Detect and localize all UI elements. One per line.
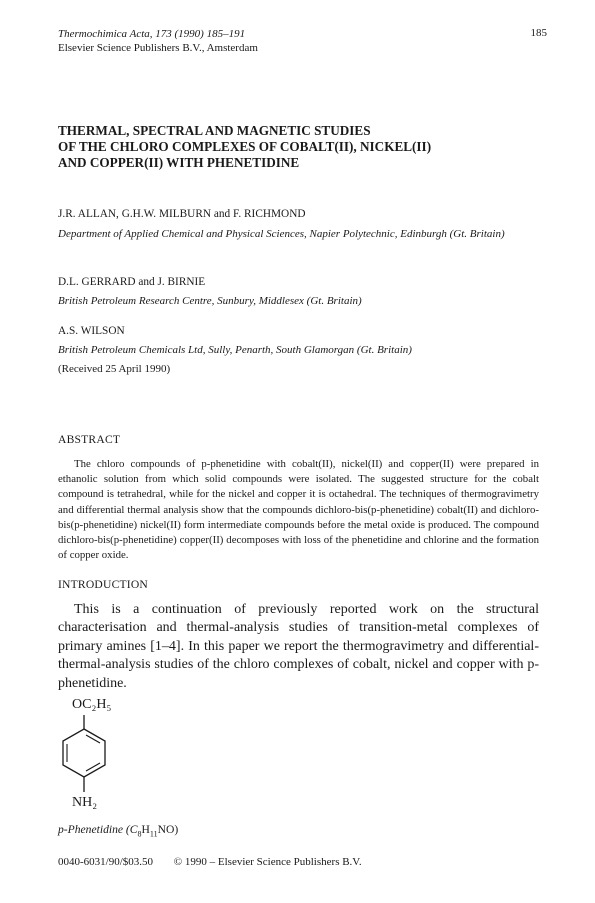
copyright-notice: © 1990 – Elsevier Science Publishers B.V.	[173, 856, 362, 868]
title-line: THERMAL, SPECTRAL AND MAGNETIC STUDIES	[58, 123, 371, 138]
author-list: A.S. WILSON	[58, 325, 125, 337]
author-list: J.R. ALLAN, G.H.W. MILBURN and F. RICHMOND	[58, 208, 306, 220]
introduction-text: This is a continuation of previously reported work on the structural characterisation and thermal-analysis studies of transition-metal complexes of primary amines [1–4]. In this paper we report the thermogravimetry and differential-thermal-analysis studies of the chloro complexes of cobalt, nickel and copper with p-phenetidine.	[58, 602, 539, 691]
author-list: D.L. GERRARD and J. BIRNIE	[58, 276, 206, 288]
author-affiliation: British Petroleum Research Centre, Sunbury, Middlesex (Gt. Britain)	[58, 295, 362, 307]
caption-prefix: p-Phenetidine (C	[58, 823, 138, 836]
caption-hydrogen-count: 11	[149, 829, 158, 839]
issn-code: 0040-6031/90/$03.50	[58, 856, 154, 868]
author-affiliation: Department of Applied Chemical and Physical Sciences, Napier Polytechnic, Edinburgh (Gt. Britain)	[58, 228, 505, 240]
received-date: (Received 25 April 1990)	[58, 363, 171, 375]
article-title	[58, 123, 548, 171]
caption-hydrogen: H	[141, 823, 150, 836]
phenetidine-structure	[58, 697, 148, 815]
abstract-text: The chloro compounds of p-phenetidine with cobalt(II), nickel(II) and copper(II) were prepared in ethanolic solution from which solid compounds were isolated. The suggested structure for the cobalt compound is tetrahedral, while for the nickel and copper it is octahedral. The techniques of thermogravimetry and differential thermal analysis show that the compounds dichloro-bis(p-phenetidine) cobalt(II) and dichloro-bis(p-phenetidine) nickel(II) form intermediate compounds before the metal oxide is produced. The compound dichloro-bis(p-phenetidine) copper(II) decomposes with loss of the phenetidine and chlorine and the formation of copper oxide.	[58, 458, 539, 562]
benzene-ring-icon	[58, 715, 138, 795]
abstract-heading: ABSTRACT	[58, 433, 121, 446]
title-line: OF THE CHLORO COMPLEXES OF COBALT(II), NICKEL(II)	[58, 139, 432, 154]
ethoxy-group-label: OC₂H₅	[72, 697, 112, 712]
introduction-heading: INTRODUCTION	[58, 578, 148, 591]
journal-citation: Thermochimica Acta, 173 (1990) 185–191	[58, 28, 246, 40]
caption-carbon-count: 8	[137, 829, 142, 839]
author-affiliation: British Petroleum Chemicals Ltd, Sully, Penarth, South Glamorgan (Gt. Britain)	[58, 344, 412, 356]
caption-suffix: NO)	[157, 823, 179, 836]
footer	[58, 856, 380, 868]
title-line: AND COPPER(II) WITH PHENETIDINE	[58, 155, 300, 170]
structure-caption	[58, 823, 178, 838]
amino-group-label: NH₂	[72, 795, 98, 810]
page-number: 185	[530, 27, 547, 39]
publisher-line: Elsevier Science Publishers B.V., Amsterdam	[58, 42, 258, 54]
